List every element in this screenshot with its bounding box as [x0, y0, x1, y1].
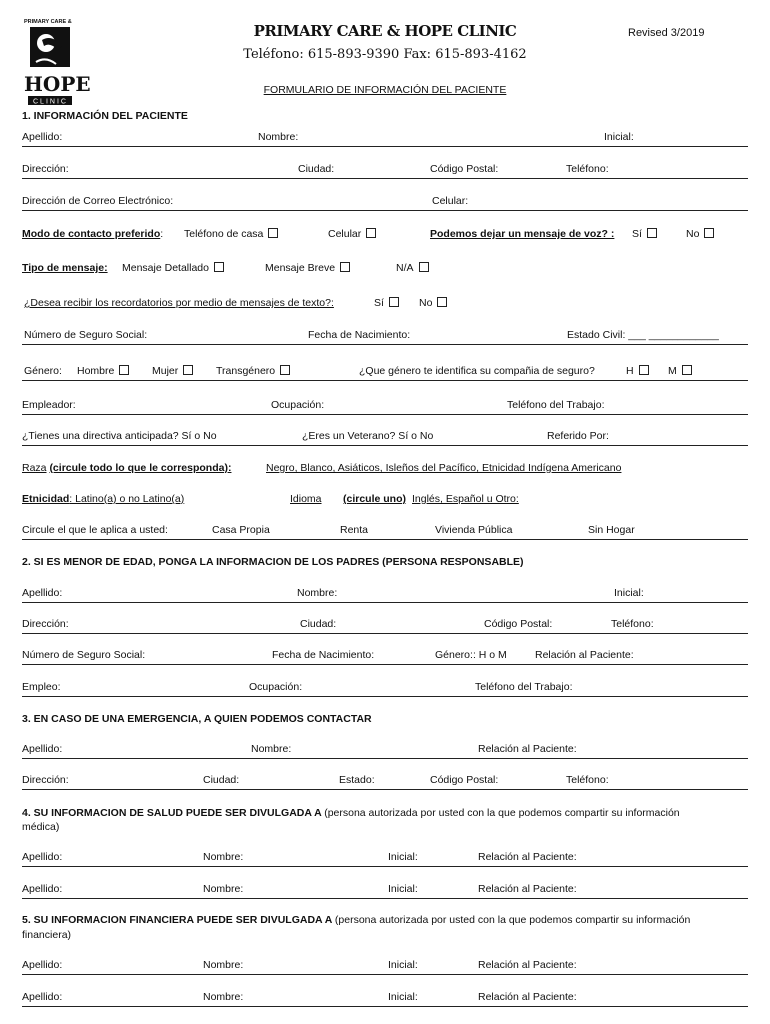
- health-disclosure-row-1[interactable]: [22, 850, 748, 867]
- male-option[interactable]: Hombre: [77, 365, 129, 377]
- voicemail-no-checkbox[interactable]: [704, 228, 714, 238]
- insurance-gender-question: ¿Que género te identifica su compañia de seguro?: [359, 365, 595, 377]
- emergency-city-label: Ciudad:: [203, 774, 240, 786]
- referred-by-label: Referido Por:: [547, 430, 609, 442]
- insurance-h-checkbox[interactable]: [639, 365, 649, 375]
- emergency-address-label: Dirección:: [22, 774, 69, 786]
- guardian-gender-label: Género:: H o M: [435, 649, 507, 661]
- employer-label: Empleador:: [22, 399, 76, 411]
- financial-initial-label: Inicial:: [388, 959, 418, 971]
- patient-name-row[interactable]: [22, 130, 748, 147]
- race-options[interactable]: Negro, Blanco, Asiáticos, Isleños del Pacífico, Etnicidad Indígena Americano: [266, 462, 622, 474]
- emergency-zip-label: Código Postal:: [430, 774, 499, 786]
- text-reminder-no-option[interactable]: No: [419, 297, 447, 309]
- voicemail-yes-option[interactable]: Sí: [632, 228, 657, 240]
- health-relation-label: Relación al Paciente:: [478, 851, 577, 863]
- guardian-city-label: Ciudad:: [300, 618, 337, 630]
- text-reminder-yes-checkbox[interactable]: [389, 297, 399, 307]
- employer-row[interactable]: [22, 398, 748, 415]
- email-label: Dirección de Correo Electrónico:: [22, 195, 174, 207]
- home-phone-option[interactable]: Teléfono de casa: [184, 228, 278, 240]
- work-phone-label: Teléfono del Trabajo:: [507, 399, 605, 411]
- message-type-label: Tipo de mensaje:: [22, 262, 108, 274]
- voicemail-yes-checkbox[interactable]: [647, 228, 657, 238]
- first-name-label: Nombre:: [258, 131, 299, 143]
- cell-checkbox[interactable]: [366, 228, 376, 238]
- guardian-ssn-row[interactable]: [22, 648, 748, 665]
- section-4-note: (persona autorizada por usted con la que podemos compartir su información: [324, 807, 680, 819]
- voicemail-no-option[interactable]: No: [686, 228, 714, 240]
- guardian-initial-label: Inicial:: [614, 587, 644, 599]
- veteran-question: ¿Eres un Veterano? Sí o No: [302, 430, 434, 442]
- housing-row[interactable]: [22, 523, 748, 540]
- text-reminder-yes-option[interactable]: Sí: [374, 297, 399, 309]
- guardian-zip-label: Código Postal:: [484, 618, 553, 630]
- guardian-employment-row[interactable]: [22, 680, 748, 697]
- brief-message-option[interactable]: Mensaje Breve: [265, 262, 350, 274]
- financial-last-name-label: Apellido:: [22, 991, 63, 1003]
- language-label: Idioma: [290, 493, 322, 505]
- housing-homeless-option[interactable]: Sin Hogar: [588, 524, 635, 536]
- text-reminder-no-checkbox[interactable]: [437, 297, 447, 307]
- gender-row: [22, 364, 748, 381]
- emergency-name-row[interactable]: [22, 742, 748, 759]
- section-5-note-cont: financiera): [22, 929, 72, 941]
- guardian-dob-label: Fecha de Nacimiento:: [272, 649, 375, 661]
- financial-first-name-label: Nombre:: [203, 991, 244, 1003]
- text-reminder-row: [22, 296, 748, 312]
- ethnicity-options[interactable]: : Latino(a) o no Latino(a): [69, 493, 185, 505]
- contact-mode-label: Modo de contacto preferido: [22, 228, 161, 240]
- city-label: Ciudad:: [298, 163, 335, 175]
- insurance-m-checkbox[interactable]: [682, 365, 692, 375]
- zip-label: Código Postal:: [430, 163, 499, 175]
- voicemail-question: Podemos dejar un mensaje de voz? :: [430, 228, 615, 240]
- health-relation-label: Relación al Paciente:: [478, 883, 577, 895]
- marital-status-label: Estado Civil: ___ ____________: [567, 329, 719, 341]
- advance-directive-question: ¿Tienes una directiva anticipada? Sí o No: [22, 430, 217, 442]
- initial-label: Inicial:: [604, 131, 634, 143]
- clinic-title: PRIMARY CARE & HOPE CLINIC: [253, 22, 517, 40]
- brief-message-checkbox[interactable]: [340, 262, 350, 272]
- patient-email-row[interactable]: [22, 194, 748, 211]
- section-4-note-cont: médica): [22, 821, 60, 833]
- health-initial-label: Inicial:: [388, 883, 418, 895]
- na-option[interactable]: N/A: [396, 262, 429, 274]
- section-4-heading: 4. SU INFORMACION DE SALUD PUEDE SER DIVULGADA A (persona autorizada por usted con la que podemos compartir su información: [22, 807, 680, 819]
- financial-last-name-label: Apellido:: [22, 959, 63, 971]
- svg-text:HOPE: HOPE: [24, 72, 91, 96]
- guardian-first-name-label: Nombre:: [297, 587, 338, 599]
- gender-label: Género:: [24, 365, 62, 377]
- emergency-relation-label: Relación al Paciente:: [478, 743, 577, 755]
- insurance-m-option[interactable]: M: [668, 365, 692, 377]
- section-1-heading: 1. INFORMACIÓN DEL PACIENTE: [22, 110, 188, 122]
- contact-preference-row: Modo de contacto preferido: Teléfono de casa Celular Podemos dejar un mensaje de voz? : Sí No: [22, 227, 748, 243]
- last-name-label: Apellido:: [22, 131, 63, 143]
- section-5-note: (persona autorizada por usted con la que podemos compartir su información: [334, 914, 691, 926]
- housing-public-option[interactable]: Vivienda Pública: [435, 524, 513, 536]
- health-last-name-label: Apellido:: [22, 851, 63, 863]
- housing-own-option[interactable]: Casa Propia: [212, 524, 270, 536]
- guardian-address-row[interactable]: [22, 617, 748, 634]
- section-5-heading: 5. SU INFORMACION FINANCIERA PUEDE SER DIVULGADA A (persona autorizada por usted con la que podemos compartir su información: [22, 914, 691, 926]
- section-2-heading: 2. SI ES MENOR DE EDAD, PONGA LA INFORMACION DE LOS PADRES (PERSONA RESPONSABLE): [22, 556, 524, 568]
- section-3-heading: 3. EN CASO DE UNA EMERGENCIA, A QUIEN PODEMOS CONTACTAR: [22, 713, 372, 725]
- address-label: Dirección:: [22, 163, 69, 175]
- insurance-h-option[interactable]: H: [626, 365, 649, 377]
- guardian-relation-label: Relación al Paciente:: [535, 649, 634, 661]
- female-option[interactable]: Mujer: [152, 365, 193, 377]
- financial-relation-label: Relación al Paciente:: [478, 959, 577, 971]
- financial-disclosure-row-2[interactable]: [22, 990, 748, 1007]
- health-last-name-label: Apellido:: [22, 883, 63, 895]
- health-disclosure-row-2[interactable]: [22, 882, 748, 899]
- language-note: (circule uno): [343, 493, 407, 505]
- revision-date: Revised 3/2019: [628, 27, 705, 39]
- transgender-option[interactable]: Transgénero: [216, 365, 290, 377]
- emergency-first-name-label: Nombre:: [251, 743, 292, 755]
- guardian-occupation-label: Ocupación:: [249, 681, 303, 693]
- message-type-row: [22, 261, 748, 277]
- financial-first-name-label: Nombre:: [203, 959, 244, 971]
- race-note: (circule todo lo que le corresponda):: [49, 462, 232, 474]
- svg-text:CLINIC: CLINIC: [33, 98, 68, 106]
- female-checkbox[interactable]: [183, 365, 193, 375]
- emergency-last-name-label: Apellido:: [22, 743, 63, 755]
- ethnicity-row[interactable]: [22, 492, 748, 508]
- housing-label: Circule el que le aplica a usted:: [22, 524, 168, 536]
- guardian-ssn-label: Número de Seguro Social:: [22, 649, 146, 661]
- na-checkbox[interactable]: [419, 262, 429, 272]
- health-initial-label: Inicial:: [388, 851, 418, 863]
- phone-label: Teléfono:: [566, 163, 609, 175]
- race-row[interactable]: [22, 461, 748, 477]
- text-reminder-question: ¿Desea recibir los recordatorios por medio de mensajes de texto?:: [24, 297, 334, 309]
- detailed-message-checkbox[interactable]: [214, 262, 224, 272]
- emergency-address-row[interactable]: [22, 773, 748, 790]
- guardian-phone-label: Teléfono:: [611, 618, 654, 630]
- financial-disclosure-row-1[interactable]: [22, 958, 748, 975]
- ethnicity-label: Etnicidad: [22, 493, 70, 505]
- guardian-employment-label: Empleo:: [22, 681, 61, 693]
- ssn-dob-row[interactable]: [22, 328, 748, 345]
- dob-label: Fecha de Nacimiento:: [308, 329, 411, 341]
- transgender-checkbox[interactable]: [280, 365, 290, 375]
- health-first-name-label: Nombre:: [203, 851, 244, 863]
- directive-veteran-row[interactable]: [22, 429, 748, 446]
- guardian-address-label: Dirección:: [22, 618, 69, 630]
- emergency-phone-label: Teléfono:: [566, 774, 609, 786]
- form-title: FORMULARIO DE INFORMACIÓN DEL PACIENTE: [263, 84, 507, 96]
- housing-rent-option[interactable]: Renta: [340, 524, 369, 536]
- svg-text:PRIMARY CARE &: PRIMARY CARE &: [24, 19, 72, 25]
- male-checkbox[interactable]: [119, 365, 129, 375]
- cell-option[interactable]: Celular: [328, 228, 376, 240]
- clinic-phone-fax: Teléfono: 615-893-9390 Fax: 615-893-4162: [243, 47, 527, 62]
- cell-label: Celular:: [432, 195, 469, 207]
- health-first-name-label: Nombre:: [203, 883, 244, 895]
- guardian-work-phone-label: Teléfono del Trabajo:: [475, 681, 573, 693]
- emergency-state-label: Estado:: [339, 774, 375, 786]
- ssn-label: Número de Seguro Social:: [24, 329, 148, 341]
- occupation-label: Ocupación:: [271, 399, 325, 411]
- guardian-last-name-label: Apellido:: [22, 587, 63, 599]
- detailed-message-option[interactable]: Mensaje Detallado: [122, 262, 224, 274]
- patient-address-row[interactable]: [22, 162, 748, 179]
- race-label: Raza: [22, 462, 47, 474]
- home-phone-checkbox[interactable]: [268, 228, 278, 238]
- financial-relation-label: Relación al Paciente:: [478, 991, 577, 1003]
- guardian-name-row[interactable]: [22, 586, 748, 603]
- financial-initial-label: Inicial:: [388, 991, 418, 1003]
- language-options[interactable]: Inglés, Español u Otro:: [412, 493, 519, 505]
